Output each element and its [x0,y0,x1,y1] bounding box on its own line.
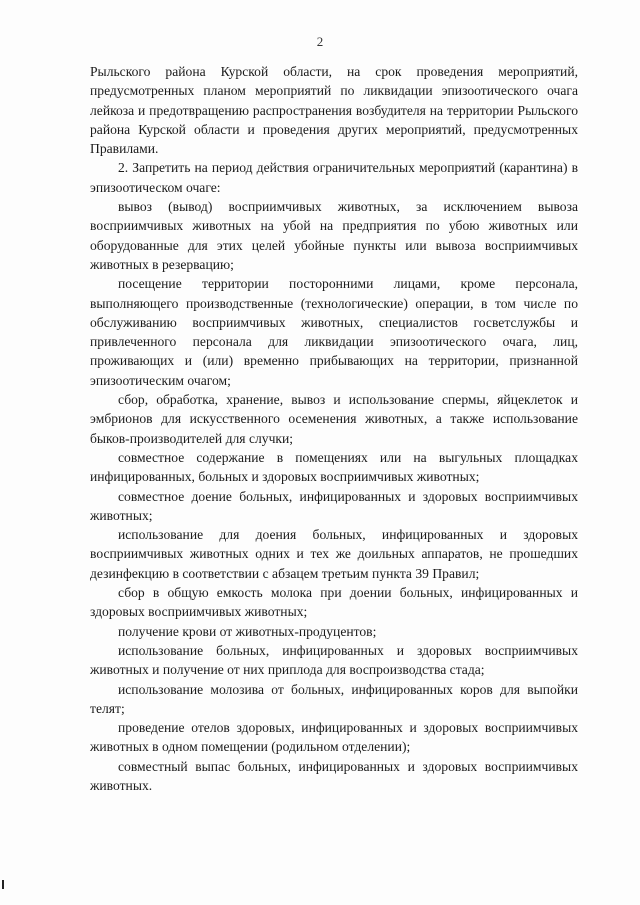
paragraph-milking-equipment-ban: использование для доения больных, инфицированных и здоровых восприимчивых животных одних и тех же доильных аппаратов, не прошедших дезинфекцию в соответствии с абзацем третьим пункта 39 Правил; [90,527,578,581]
paragraph-blood-ban: получение крови от животных-продуцентов; [118,623,377,639]
paragraph-sperm-ban: сбор, обработка, хранение, вывоз и использование спермы, яйцеклеток и эмбрионов для искусственного осеменения животных, а также использование быков-производителей для случки; [90,392,578,446]
paragraph-visit-ban: посещение территории посторонними лицами, кроме персонала, выполняющего производственные (технологические) операции, в том числе по обслуживанию восприимчивых животных, специалистов госветслужбы и привлеченного персонала для ликвидации эпизоотического очага, лиц, проживающих и (или) временно прибывающих на территории, признанной эпизоотическим очагом; [90,276,578,388]
paragraph-item-2: 2. Запретить на период действия ограничительных мероприятий (карантина) в эпизоотическом очаге: [90,160,578,195]
paragraph-grazing-ban: совместный выпас больных, инфицированных и здоровых восприимчивых животных. [90,758,578,793]
paragraph-calving-ban: проведение отелов здоровых, инфицированных и здоровых восприимчивых животных в одном помещении (родильном отделении); [90,720,578,755]
paragraph-joint-milking-ban: совместное доение больных, инфицированных и здоровых восприимчивых животных; [90,488,578,523]
paragraph-export-ban: вывоз (вывод) восприимчивых животных, за исключением вывоза восприимчивых животных на убой на предприятия по убою животных или оборудованные для этих целей убойные пункты или вывоза восприимчивых животных в резервацию; [90,199,578,272]
paragraph-milk-collection-ban: сбор в общую емкость молока при доении больных, инфицированных и здоровых восприимчивых животных; [90,585,578,620]
paragraph-colostrum-ban: использование молозива от больных, инфицированных коров для выпойки телят; [90,681,578,716]
page-number: 2 [316,34,324,49]
document-body [90,62,578,795]
paragraph-joint-keeping-ban: совместное содержание в помещениях или на выгульных площадках инфицированных, больных и здоровых восприимчивых животных; [90,449,578,485]
paragraph-breeding-ban: использование больных, инфицированных и здоровых восприимчивых животных и получение от них приплода для воспроизводства стада; [90,642,578,678]
paragraph-continuation: Рыльского района Курской области, на срок проведения мероприятий, предусмотренных планом мероприятий по ликвидации эпизоотического очага лейкоза и предотвращению распространения возбудителя на территории Рыльского района Курской области и проведения других мероприятий, предусмотренных Правилами. [90,64,578,157]
scan-artifact [2,880,4,889]
